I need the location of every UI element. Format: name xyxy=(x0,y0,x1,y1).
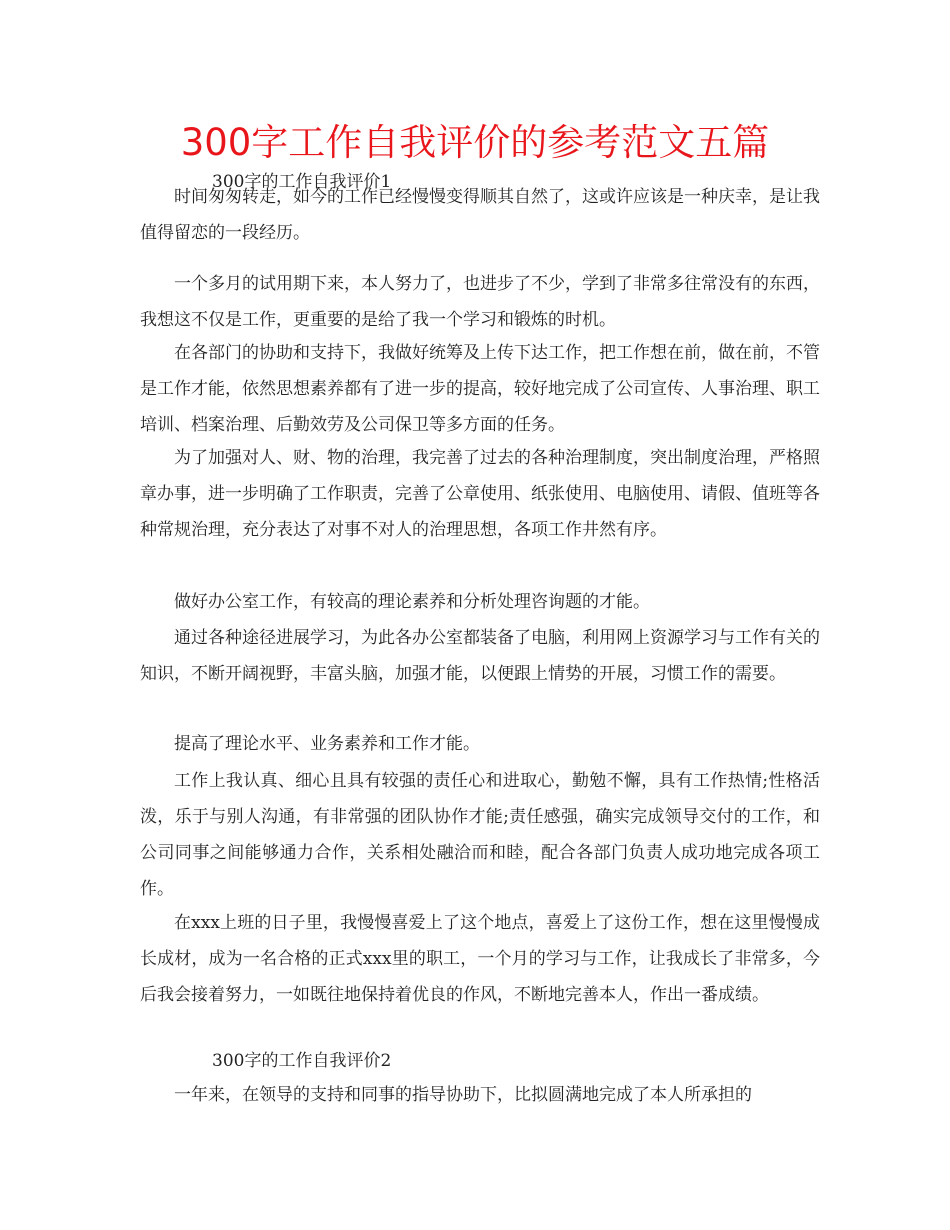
paragraph: 在各部门的协助和支持下，我做好统筹及上传下达工作，把工作想在前，做在前，不管是工作才能，依然思想素养都有了进一步的提高，较好地完成了公司宣传、人事治理、职工培训、档案治理、后勤效劳及公司保卫等多方面的任务。 xyxy=(140,343,820,435)
paragraph: 通过各种途径进展学习，为此各办公室都装备了电脑，利用网上资源学习与工作有关的知识，不断开阔视野，丰富头脑，加强才能，以便跟上情势的开展，习惯工作的需要。 xyxy=(140,628,820,684)
paragraph: 一年来，在领导的支持和同事的指导协助下，比拟圆满地完成了本人所承担的 xyxy=(174,1085,752,1105)
paragraph: 做好办公室工作，有较高的理论素养和分析处理咨询题的才能。 xyxy=(174,592,650,612)
paragraph: 在xxx上班的日子里，我慢慢喜爱上了这个地点，喜爱上了这份工作，想在这里慢慢成长成材，成为一名合格的正式xxx里的职工，一个月的学习与工作，让我成长了非常多，今后我会接着努力，一如既往地保持着优良的作风，不断地完善本人，作出一番成绩。 xyxy=(140,913,820,1005)
paragraph: 一个多月的试用期下来，本人努力了，也进步了不少，学到了非常多往常没有的东西，我想这不仅是工作，更重要的是给了我一个学习和锻炼的时机。 xyxy=(140,274,820,330)
paragraph: 为了加强对人、财、物的治理，我完善了过去的各种治理制度，突出制度治理，严格照章办事，进一步明确了工作职责，完善了公章使用、纸张使用、电脑使用、请假、值班等各种常规治理，充分表达了对事不对人的治理思想，各项工作井然有序。 xyxy=(140,448,820,540)
paragraph: 工作上我认真、细心且具有较强的责任心和进取心，勤勉不懈，具有工作热情;性格活泼，乐于与别人沟通，有非常强的团队协作才能;责任感强，确实完成领导交付的工作，和公司同事之间能够通力合作，关系相处融洽而和睦，配合各部门负责人成功地完成各项工作。 xyxy=(140,771,820,899)
paragraph: 提高了理论水平、业务素养和工作才能。 xyxy=(174,734,480,754)
section-heading: 300字的工作自我评价2 xyxy=(212,1051,392,1071)
paragraph: 时间匆匆转走，如今的工作已经慢慢变得顺其自然了，这或许应该是一种庆幸，是让我值得留恋的一段经历。 xyxy=(140,187,820,243)
document-title: 300字工作自我评价的参考范文五篇 xyxy=(180,121,770,164)
section-heading: 300字的工作自我评价1 xyxy=(212,172,392,192)
